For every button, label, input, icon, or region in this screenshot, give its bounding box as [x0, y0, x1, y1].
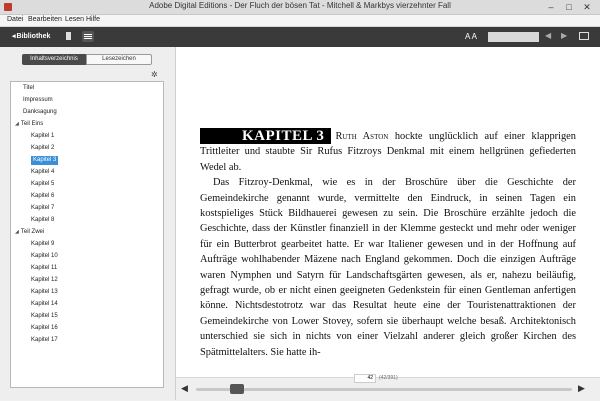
- previous-result-button[interactable]: ◀: [545, 31, 552, 40]
- toc-item[interactable]: [23, 108, 57, 117]
- page-number-field[interactable]: 42: [354, 374, 376, 383]
- toc-item[interactable]: [31, 300, 58, 309]
- toc-item[interactable]: [31, 324, 58, 333]
- toc-item-label: Kapitel 15: [31, 313, 58, 319]
- maximize-button[interactable]: □: [566, 2, 572, 12]
- toc-item[interactable]: [31, 168, 54, 177]
- toc-item-label: Teil Eins: [20, 121, 44, 127]
- toc-item-label: Kapitel 14: [31, 301, 58, 307]
- menu-lesen[interactable]: Lesen: [65, 16, 85, 23]
- reader-page: [176, 47, 600, 377]
- toc-item[interactable]: [31, 252, 58, 261]
- toc-item[interactable]: [31, 144, 54, 153]
- next-page-button[interactable]: ▶: [578, 383, 585, 393]
- toc-item[interactable]: [31, 180, 54, 189]
- toc-item-label: Kapitel 16: [31, 325, 58, 331]
- fullscreen-icon[interactable]: [579, 32, 589, 40]
- chapter-heading: KAPITEL 3: [200, 128, 331, 144]
- toc-item[interactable]: [31, 336, 58, 345]
- expand-triangle-icon[interactable]: ◢: [15, 229, 19, 235]
- toc-item-label: Kapitel 4: [31, 169, 55, 175]
- toc-item-label: Kapitel 6: [31, 193, 55, 199]
- toc-item[interactable]: [31, 192, 54, 201]
- bookmark-icon[interactable]: [66, 32, 71, 40]
- paragraph-1-text: hockte unglücklich auf einer klapprigen Trittleiter und staubte Sir Rufus Fitzroys Denkmal mit einem hellgrünen gefiederten Wedel ab.: [200, 131, 576, 173]
- toc-item-label: Kapitel 2: [31, 145, 55, 151]
- toc-item-label: Kapitel 17: [31, 337, 58, 343]
- navigation-bar: [176, 377, 600, 401]
- toc-item-label: Titel: [23, 85, 35, 91]
- toc-item[interactable]: [31, 216, 54, 225]
- paragraph-1: [200, 128, 576, 175]
- toc-item-label: Kapitel 5: [31, 181, 55, 187]
- minimize-button[interactable]: –: [548, 2, 554, 12]
- toc-item-label: Teil Zwei: [20, 229, 45, 235]
- menu-bearbeiten[interactable]: Bearbeiten: [28, 16, 62, 23]
- window-title: Adobe Digital Editions - Der Fluch der bösen Tat - Mitchell & Markbys vierzehnter Fall: [149, 1, 451, 10]
- sidebar: [0, 47, 176, 400]
- toc-item[interactable]: [31, 288, 58, 297]
- page-slider-thumb[interactable]: [230, 384, 244, 394]
- toc-item-label: Kapitel 11: [31, 265, 58, 271]
- page-text: [200, 128, 576, 360]
- toc-item[interactable]: [31, 240, 54, 249]
- library-button[interactable]: [12, 32, 50, 40]
- toc-item-label: Kapitel 10: [31, 253, 58, 259]
- gear-icon[interactable]: ✲: [151, 70, 158, 79]
- menu-datei[interactable]: Datei: [7, 16, 24, 23]
- toc-item[interactable]: [31, 312, 58, 321]
- search-input[interactable]: [488, 32, 539, 42]
- toc-item[interactable]: [31, 132, 54, 141]
- toc-item[interactable]: [15, 120, 43, 129]
- expand-triangle-icon[interactable]: ◢: [15, 121, 19, 127]
- page-slider-track[interactable]: [196, 388, 572, 391]
- previous-page-button[interactable]: ◀: [181, 383, 188, 393]
- toc-item-label: Kapitel 1: [31, 133, 55, 139]
- font-size-button[interactable]: A A: [465, 32, 478, 41]
- table-of-contents: [10, 81, 164, 388]
- toc-item-label: Kapitel 9: [31, 241, 55, 247]
- toc-item[interactable]: [23, 84, 34, 93]
- toc-item-label: Kapitel 8: [31, 217, 55, 223]
- chapter-first-words: Ruth Aston: [335, 131, 389, 142]
- list-view-icon[interactable]: [82, 31, 94, 42]
- back-arrow-icon: ◂: [12, 33, 16, 40]
- toc-item[interactable]: [31, 156, 58, 165]
- menu-bar: [0, 15, 600, 27]
- menu-hilfe[interactable]: Hilfe: [86, 16, 101, 23]
- toc-item-label: Kapitel 3: [33, 157, 57, 163]
- tab-bookmarks[interactable]: Lesezeichen: [86, 54, 152, 65]
- toc-item[interactable]: [15, 228, 44, 237]
- toc-item-label: Danksagung: [23, 109, 57, 115]
- toc-item[interactable]: [23, 96, 53, 105]
- library-label: Bibliothek: [16, 33, 51, 40]
- paragraph-2: Das Fitzroy-Denkmal, wie es in der Broschüre über die Geschichte der Gemeindekirche genannt wurde, vermittelte den Eindruck, in seinen Tagen ein kostspieliges Stück Bildhauerei gewesen zu sein. Die Broschüre erzählte jedoch die Geschichte, dass der Künstler finanziell in der Klemme gesteckt und mehr oder weniger für ein Butterbrot gearbeitet hatte. Er war Italiener gewesen und in der Hoffnung auf Aufträge wohlhabender Mäzene nach England gekommen. Doch die einzigen Aufträge waren Nymphen und Satyrn für Landschaftsgärten gewesen, als er, nahezu beiläufig, gefragt wurde, ob er nicht einen geeigneten Gedenkstein für einen Gentleman anfertigen könne. Nichtsdestotrotz war das Resultat heute eine der Touristenattraktionen der Gemeindekirche von Lower Stovey, sofern sie überhaupt welche besaß. Architektonisch unterschied sie sich in nichts von einer Vielzahl anderer gleich großer Kirchen des Spätmittelalters. Sie hatte ih-: [200, 177, 576, 358]
- next-result-button[interactable]: ▶: [561, 31, 568, 40]
- page-total: (42/391): [379, 375, 398, 381]
- toc-item-label: Impressum: [23, 97, 53, 103]
- toc-item-label: Kapitel 7: [31, 205, 55, 211]
- close-button[interactable]: ✕: [583, 2, 591, 12]
- title-bar: [0, 0, 600, 15]
- toc-item[interactable]: [31, 204, 54, 213]
- toc-item[interactable]: [31, 264, 57, 273]
- toolbar: [0, 27, 600, 47]
- tab-table-of-contents[interactable]: Inhaltsverzeichnis: [22, 54, 86, 65]
- toc-item-label: Kapitel 12: [31, 277, 58, 283]
- toc-item[interactable]: [31, 276, 58, 285]
- toc-item-label: Kapitel 13: [31, 289, 58, 295]
